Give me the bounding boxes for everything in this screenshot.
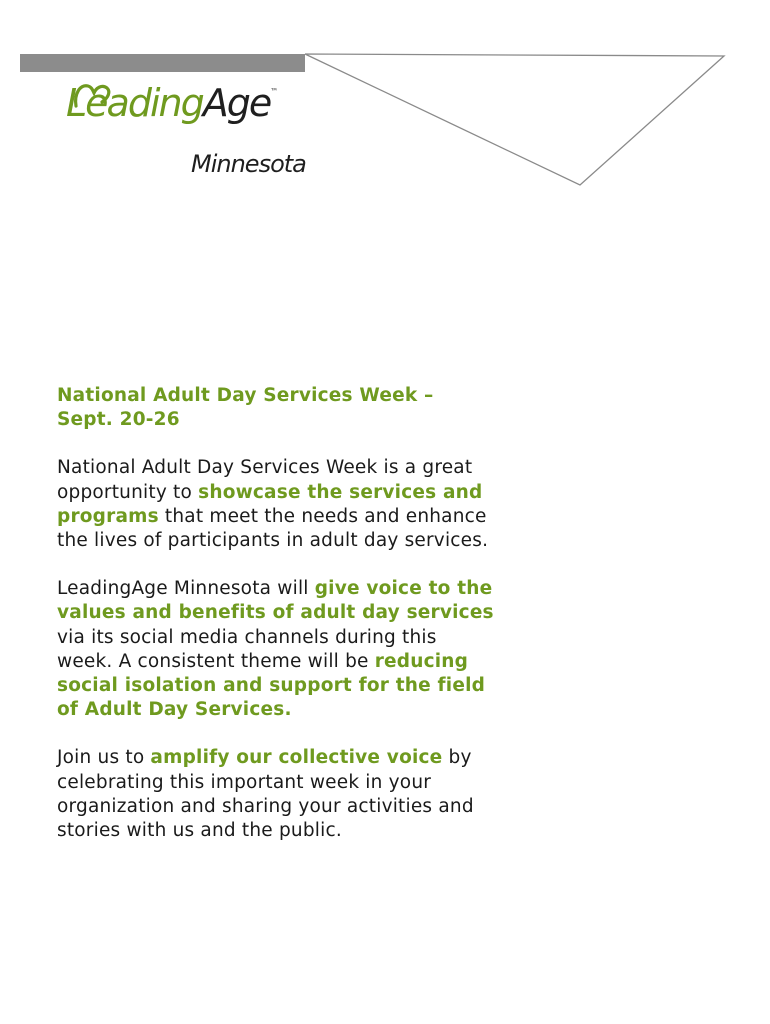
- paragraph-social-media: [57, 577, 497, 722]
- logo-subtitle: Minnesota: [191, 150, 306, 178]
- paragraph-cta-text-b: by celebrating this important week in your organization and sharing your activities and stories with us and the public.: [57, 747, 474, 842]
- paragraph-cta-highlight: amplify our collective voice: [150, 747, 443, 769]
- paragraph-intro-highlight: showcase the services and programs: [57, 481, 483, 527]
- paragraph-social-text-a: LeadingAge Minnesota will: [57, 578, 315, 600]
- paragraph-social-highlight-a: give voice to the values and benefits of adult day services: [57, 578, 494, 624]
- heading-line-1: National Adult Day Services Week –: [57, 385, 434, 406]
- paragraph-call-to-action: [57, 746, 497, 843]
- paragraph-intro: [57, 456, 497, 553]
- announcement-heading: [57, 384, 497, 432]
- logo-trademark: ™: [270, 87, 279, 96]
- leadingage-minnesota-logo: [66, 81, 326, 184]
- logo-leading-text: Leading: [66, 81, 203, 125]
- paragraph-intro-text-a: National Adult Day Services Week is a great opportunity to: [57, 457, 473, 503]
- logo-age-text: Age: [202, 81, 271, 125]
- heading-line-2: Sept. 20-26: [57, 409, 180, 431]
- logo-wordmark: [66, 81, 279, 125]
- paragraph-social-highlight-b: reducing social isolation and support for the field of Adult Day Services.: [57, 650, 486, 721]
- paragraph-cta-text-a: Join us to: [57, 747, 151, 769]
- paragraph-intro-text-b: that meet the needs and enhance the lives of participants in adult day services.: [57, 505, 489, 552]
- paragraph-social-text-b: via its social media channels during this week. A consistent theme will be: [57, 626, 437, 672]
- announcement-content: [57, 384, 497, 867]
